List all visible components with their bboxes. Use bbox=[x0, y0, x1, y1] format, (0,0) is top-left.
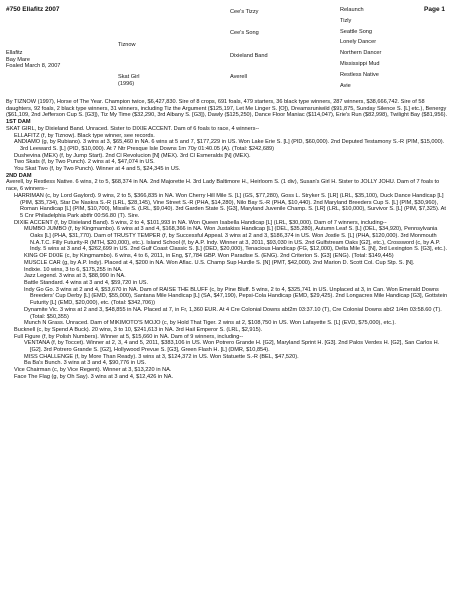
g3-4: Lonely Dancer bbox=[340, 39, 377, 46]
subject-info bbox=[6, 50, 60, 70]
record-paragraph: Dushevina (MEX) (f, by Jump Start). 2nd Cl Revolucion [N] (MEX). 3rd Cl Esmeralds [N] (MEX). bbox=[14, 152, 251, 159]
record-paragraph: Jazz Legend. 3 wins at 3, $88,990 in NA. bbox=[24, 273, 126, 280]
pedigree-g2-2: Cee's Song bbox=[230, 30, 259, 36]
catalog-title: #750 Ellafitz 2007 bbox=[6, 6, 60, 13]
record-paragraph: DIXIE ACCENT (f, by Dixieland Band). 5 wins, 2 to 4, $101,993 in NA. Won Queen Isabella Handicap [L] (LRL, $30,000). Dam of 7 winners, including-- bbox=[14, 219, 387, 226]
dam-name: Skat Girl bbox=[118, 74, 140, 80]
record-paragraph: Face The Flag (g, by Oh Say). 3 wins at 3 and 4, $12,426 in NA. bbox=[14, 373, 174, 380]
record-paragraph: Vice Chairman (c, by Vice Regent). Winner at 3, $13,220 in NA. bbox=[14, 367, 172, 374]
record-paragraph: ELLAFITZ (f, by Tiznow). Black type winner, see records. bbox=[14, 132, 155, 139]
record-paragraph: MUMBO JUMBO (f, by Kingmambo). 6 wins at 3 and 4, $168,366 in NA. Won Justakiss Handicap [L] (DEL, $35,280), Autumn Leaf S. [L] (DEL, $34,920), Pennsylvania Oaks [L] (PHA, $31,770). Dam of TRUSTY TEMPER (f, by Successful Appeal. 3 wins at 2 and 3, $186,374 in US. Won Jostle S. [L] (PHA, $120,000). 3rd Monmouth N.A.T.C. Filly Futurity-R (MTH, $20,000), etc.). Island School (f, by A.P. Indy. Winner at 3, 2011, $93,030 in US. 2nd Gulfstream Oaks [G2], etc.), Crossword (c, by A.P. Indy. 5 wins at 3 and 4, $262,699 in US. 2nd Gulf Coast Classic S. [L] (DED, $20,000), Tenacious Handicap (FG, $12,000), Delta Mile S. [N], 3rd Lexington S. [G3], etc.). bbox=[24, 226, 448, 253]
record-paragraph: KING OF DIXIE (c, by Kingmambo). 6 wins, 4 to 6, 2011, in Eng, $7,784 GBP. Won Paradise S. (ENG). 2nd Criterion S. [G3] (ENG). (Total: $149,445) bbox=[24, 253, 394, 260]
page-number: Page 1 bbox=[424, 6, 445, 13]
record-paragraph: ANDIAMO (g, by Rubiano). 3 wins at 3, $65,460 in NA. 6 wins at 5 and 7, $177,229 in US. Won Lake Erie S. [L] (PID, $60,000). 2nd Deputed Testamony S.-R (PIM, $15,000). 3rd Leeward S. [L] (PID, $10,000). At 7 Ntr Presque Isle Downs 1m 70y 01:40.05 (A). (Total: $242,689) bbox=[14, 139, 445, 152]
record-paragraph: SKAT GIRL, by Dixieland Band. Unraced. Sister to DIXIE ACCENT. Dam of 6 foals to race, 4 winners-- bbox=[6, 125, 260, 132]
pedigree-g2-1: Cee's Tizzy bbox=[230, 9, 259, 15]
record-paragraph: Ba Ba's Bunch. 3 wins at 3 and 4, $90,776 in US. bbox=[24, 360, 147, 367]
section-heading: 1ST DAM bbox=[6, 119, 31, 126]
subject-foaled: Foaled March 8, 2007 bbox=[6, 63, 61, 69]
g3-3: Seattle Song bbox=[340, 28, 373, 35]
g3-8: Avie bbox=[340, 82, 351, 89]
record-paragraph: Two Skats (f, by Two Punch). 2 wins at 4, $47,074 in US. bbox=[14, 159, 155, 166]
g3-6: Mississippi Mud bbox=[340, 60, 380, 67]
record-paragraph: Averell, by Restless Native. 6 wins, 2 to 5, $68,374 in NA. 2nd Majorette H. 3rd Lady Baltimore H., Heirloom S. (1 div), Susan's Girl H. Sister to JOLLY JOHU. Dam of 7 foals to race, 6 winners-- bbox=[6, 179, 440, 193]
record-paragraph: MUSCLE CAR (g, by A.P. Indy). Placed at 4, $200 in NA. Won Aflac. U.S. Champ Sup Hurdle S. [N] (PMT, $42,000). 2nd Marion D. Scott Col. Cup Stp. S. [N]. bbox=[24, 259, 415, 266]
record-paragraph: Munch N Grass. Unraced. Dam of MIKIMOTO'S MOJO (c, by Hold That Tiger. 2 wins at 2, $108,750 in US. Won Lafayette S. [L] (EVD, $75,000), etc.). bbox=[24, 320, 396, 327]
record-paragraph: Bucknell (c, by Spend A Buck). 20 wins, 3 to 10, $241,613 in NA. 3rd Hail Emperor S. (LRL, $2,915). bbox=[14, 326, 263, 333]
record-paragraph: MISS CHALLENGE (f, by More Than Ready). 3 wins at 3, $124,372 in US. Won Statuette S.-R (BEL, $47,520). bbox=[24, 353, 299, 360]
record-paragraph: By TIZNOW (1997), Horse of The Year. Champion twice, $6,427,830. Sire of 8 crops, 691 foals, 479 starters, 36 black type winners, 287 winners, $38,666,742. Sire of 58 daughters, 92 foals, 2 black type winners, 31 winners, including Tiz the Argument ($125,197, Let Me Linger S. [O]), Dreamsruniwild ($91,875, Sunday Silence S. [L] etc.), Benergy ($61,109, 2nd Jefferson Cup S. [G3]), Tiz My Time ($32,290, 3rd Albany S. [G3]), Dawly ($125,250), Dance Floor Maniac ($114,047), Erie's Run ($82,998), Twilight Bay ($81,956). bbox=[6, 99, 448, 119]
g3-7: Restless Native bbox=[340, 71, 379, 78]
subject-color: Bay Mare bbox=[6, 56, 30, 63]
record-paragraph: Indy Go Go. 3 wins at 2 and 4, $53,670 in NA. Dam of RAISE THE BLUFF (c, by Pine Bluff. 5 wins, 2 to 4, $325,741 in US. Unplaced at 3, in Can. Won Emerald Downs Breeders' Cup Derby [L] (EMD, $55,000), Santana Mile Handicap [L] (SA, $47,190), Pepsi-Cola Handicap (EMD, $29,425). 2nd Longacres Mile Handicap [G3], Gottstein Futurity [L] (EMD, $20,000), etc. (Total: $342,706)) bbox=[24, 286, 448, 307]
subject-name: Ellafitz bbox=[6, 50, 23, 56]
g3-2: Tizly bbox=[340, 17, 352, 24]
produce-record bbox=[6, 99, 450, 381]
pedigree-g2-3: Dixieland Band bbox=[230, 53, 268, 59]
record-paragraph: HARRIMAN (c, by Lord Gaylord). 9 wins, 2 to 5, $366,835 in NA. Won Cherry Hill Mile S. [L] (GS, $77,280), Goss L. Stryker S. [LR] (LRL, $35,100), Duck Dance Handicap [L] (PIM, $35,734), Star De Naskra S.-R (LRL, $28,145), Vine Street S.-R (PHA, $14,280), Nilo Bay S.-R (PHA, $10,440). 2nd Maryland Breeders Cup S. [L] (PIM, $30,960), Roman Handicap [L] (PIM, $10,700), Missile S. (LRL, $9,040). 3rd Garden State S. [G3], Maryland Juvenile Champ. S. [LR] (LRL, $10,000), Survivor S. [L] (PIM, $7,325). At 5 Cnr Philadelphia Park abtfir 00:56.80 (T). Sire. bbox=[14, 192, 446, 219]
g3-5: Northern Dancer bbox=[340, 50, 382, 57]
pedigree-dam bbox=[118, 74, 139, 87]
section-heading: 2ND DAM bbox=[6, 172, 32, 179]
record-paragraph: Battle Standard. 4 wins at 3 and 4, $59,720 in US. bbox=[24, 279, 149, 286]
dam-year: (1996) bbox=[118, 80, 135, 87]
pedigree-g2-4: Averell bbox=[230, 74, 247, 80]
record-paragraph: Indixie. 10 wins, 3 to 6, $175,255 in NA. bbox=[24, 266, 123, 273]
record-paragraph: VENTANA (f, by Toccet). Winner at 2, 3, 4 and 5, 2011, $383,106 in US. Won Potrero Grande H. [G2], Maryland Sprint H. [G3]. 2nd Palos Verdes H. [G2], San Carlos H. [G2]. 3rd Potrero Grande S. [G2], Hollywood Prevue S. [G3], Green Flash H. [L] (DMR, $10,854). bbox=[24, 340, 440, 354]
record-paragraph: You Skat Two (f, by Two Punch). Winner at 4 and 5, $24,345 in US. bbox=[14, 166, 181, 173]
g3-1: Relaunch bbox=[340, 7, 364, 13]
pedigree-sire: Tiznow bbox=[118, 42, 136, 48]
record-paragraph: Full Figure (f, by Polish Numbers). Winner at 5, $15,660 in NA. Dam of 9 winners, including-- bbox=[14, 333, 244, 340]
pedigree-g3 bbox=[340, 5, 381, 91]
record-paragraph: Dynamite Vic. 3 wins at 2 and 3, $48,855 in NA. Placed at 7, in Fr, 1,360 EUR. At 4 Cre Colonial Downs abt2m 03:37.10 (T), Cre Colonial Downs abt2 1/4m 03:58.60 (T). (Total: $50,355) bbox=[24, 306, 442, 320]
